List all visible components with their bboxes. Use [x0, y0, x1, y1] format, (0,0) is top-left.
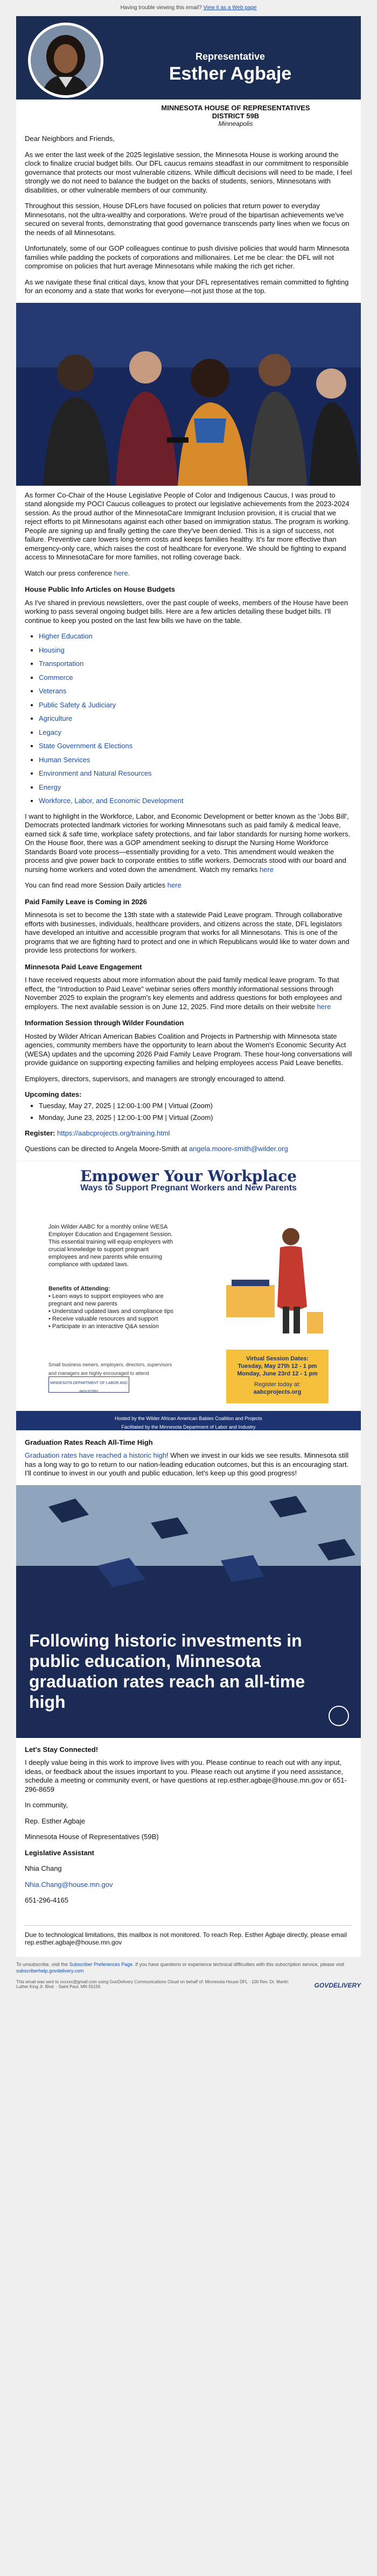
session-daily-prefix: You can find read more Session Daily articles	[25, 881, 167, 889]
budget-link-higher-education[interactable]: Higher Education	[39, 632, 93, 640]
preheader	[0, 0, 377, 16]
graduation-heading: Graduation Rates Reach All-Time High	[25, 1438, 153, 1446]
benefits-heading: Benefits of Attending:	[48, 1285, 110, 1292]
pfl-engagement-paragraph	[25, 976, 352, 1011]
hero-title	[110, 51, 350, 84]
budget-link-legacy[interactable]: Legacy	[39, 728, 61, 736]
benefit-item: • Understand updated laws and compliance tips	[48, 1308, 173, 1315]
newsletter-body	[16, 129, 361, 1925]
list-item	[39, 701, 352, 710]
sender-info: This email was sent to xxxxxx@gmail.com using GovDelivery Communications Cloud on behalf of: Minnesota House DFL · 100 Rev. Dr. Martin Luther King Jr. Blvd. · Saint Paul, MN 55155	[16, 1979, 289, 1989]
budget-link-workforce[interactable]: Workforce, Labor, and Economic Development	[39, 797, 184, 805]
sessions-heading: Virtual Session Dates:	[246, 1355, 309, 1362]
budget-link-agriculture[interactable]: Agriculture	[39, 714, 73, 722]
date-item: • Tuesday, May 27, 2025 | 12:00-1:00 PM | Virtual (Zoom)	[39, 1102, 352, 1111]
contact-email-link[interactable]: angela.moore-smith@wilder.org	[188, 1145, 288, 1153]
wilder-heading: Information Session through Wilder Foundation	[25, 1019, 184, 1027]
unsubscribe-prefix: To unsubscribe, visit the	[16, 1961, 69, 1967]
intro-paragraph: As we navigate these final critical days, know that your DFL representatives remain committed to fighting for an economy and a state that works for everyone—not just those at the top.	[25, 278, 349, 295]
budget-link-human-services[interactable]: Human Services	[39, 755, 90, 764]
la-phone: 651-296-4165	[25, 1896, 68, 1904]
list-item	[39, 632, 352, 641]
date-item: • Monday, June 23, 2025 | 12:00-1:00 PM | Virtual (Zoom)	[39, 1113, 352, 1123]
session-dates-box	[226, 1350, 329, 1403]
flyer-footer-bar: Hosted by the Wilder African American Babies Coalition and Projects Facilitated by the Minnesota Department of Labor and Industry	[16, 1411, 361, 1430]
graduation-paragraph	[25, 1451, 352, 1478]
benefit-item: • Learn ways to support employees who are pregnant and new parents	[48, 1293, 164, 1307]
session-daily-line	[25, 881, 352, 890]
intro-paragraph: As we enter the last week of the 2025 legislative session, the Minnesota House is working around the clock to finalize crucial budget bills. Our DFL caucus remains steadfast in our commitment to responsible governance that protects our most vulnerable citizens. While difficult decisions will need to be made, I feel strongly we do not need to balance the budget on the backs of students, seniors, Minnesotans with disabilities, or other vulnerable members of our community.	[25, 150, 352, 194]
remarks-link[interactable]: here	[259, 865, 274, 874]
list-item	[39, 659, 352, 669]
subscription-footer	[16, 1961, 361, 1974]
subscriber-help-link[interactable]: subscriberhelp.govdelivery.com	[16, 1968, 84, 1974]
session-daily-link[interactable]: here	[167, 881, 181, 889]
sender-footer	[16, 1979, 361, 1996]
paid-leave-website-link[interactable]: here	[317, 1002, 331, 1011]
pfl-heading: Paid Family Leave is Coming in 2026	[25, 897, 147, 906]
pfl-engagement-heading: Minnesota Paid Leave Engagement	[25, 962, 142, 971]
hero-name: Esther Agbaje	[169, 63, 292, 84]
register-label: Register:	[25, 1129, 55, 1137]
press-conference-link[interactable]: here.	[114, 569, 130, 577]
budget-heading: House Public Info Articles on House Budgets	[25, 585, 176, 593]
subscriber-preferences-link[interactable]: Subscriber Preferences Page	[69, 1961, 133, 1967]
org-label: MINNESOTA HOUSE OF REPRESENTATIVES	[161, 104, 310, 112]
budget-link-energy[interactable]: Energy	[39, 783, 61, 791]
pfl-paragraph: Minnesota is set to become the 13th state with a statewide Paid Leave program. Through collaborative efforts with businesses, individuals, healthcare providers, and citizens across the state, DFL legislators have developed an intuitive and accessible program that works for all Minnesotans. This is one of the programs that we are fighting hard to protect and one in which Republicans would like to water down and provide less protections for workers.	[25, 911, 350, 954]
contact-paragraph: I deeply value being in this work to improve lives with you. Please continue to reach out with any input, ideas, or feedback about the issues important to you. Please reach out anytime if you need assistance, schedule a meeting or community event, or have questions at rep.esther.agbaje@house.mn.gov or 651-296-8659	[25, 1758, 347, 1793]
list-item	[39, 783, 352, 792]
la-heading: Legislative Assistant	[25, 1848, 94, 1857]
budget-link-veterans[interactable]: Veterans	[39, 687, 67, 695]
wilder-paragraph: Hosted by Wilder African American Babies Coalition and Projects in Partnership with Minnesota state agencies, community members have the opportunity to learn about the Women's Economic Security Act (WESA) updates and the upcoming 2026 Paid Family Leave Program. These hour-long conversations will provide guidance on supporting expecting families and helping employees access Paid Leave benefits.	[25, 1032, 352, 1067]
graduation-overlay-text: Following historic investments in public education, Minnesota graduation rates reach an all-time high	[29, 1630, 305, 1712]
upcoming-dates-heading: Upcoming dates:	[25, 1090, 82, 1098]
questions-prefix: Questions can be directed to Angela Moore-Smith at	[25, 1145, 189, 1153]
upcoming-dates-list	[25, 1102, 352, 1123]
graduation-image	[16, 1485, 361, 1738]
budget-link-state-government[interactable]: State Government & Elections	[39, 742, 133, 750]
la-name: Nhia Chang	[25, 1864, 62, 1872]
register-cta: Register today at:	[254, 1381, 301, 1388]
govdelivery-logo: GOVDELIVERY	[314, 1981, 361, 1989]
la-email-link[interactable]: Nhia.Chang@house.mn.gov	[25, 1880, 113, 1889]
la-email-line	[25, 1880, 352, 1890]
list-item	[39, 673, 352, 683]
wesa-flyer	[16, 1161, 361, 1431]
header-banner	[16, 16, 361, 129]
list-item	[39, 646, 352, 655]
flyer-title: Empower Your Workplace	[80, 1167, 297, 1185]
list-item	[39, 714, 352, 723]
budget-link-commerce[interactable]: Commerce	[39, 673, 73, 682]
signature-name: Rep. Esther Agbaje	[25, 1816, 86, 1825]
dli-logo: MINNESOTA DEPARTMENT OF LABOR AND INDUSTRY	[48, 1376, 129, 1393]
list-item	[39, 769, 352, 778]
closing: In community,	[25, 1801, 68, 1809]
jobs-bill-paragraph	[25, 812, 352, 875]
pfl-engagement-text: I have received requests about more information about the paid family medical leave program. To that effect, the "Introduction to Paid Leave" webinar series offers monthly informational sessions through November 2025 to explain the program's key elements and address questions for both employees and employers. The next available session is on June 12, 2025. Find more details on their website	[25, 976, 342, 1011]
list-item	[39, 742, 352, 751]
jobs-bill-text: I want to highlight in the Workforce, Labor, and Economic Development or better known as the 'Jobs Bill', Democrats protected landmark victories for working Minnesotans such as paid family & medical leave, earned sick & safe time, workplace safety protections, and fair labor standards for nursing home workers. On the House floor, there was a GOP amendment seeking to disrupt the Nursing Home Workforce Standards Board vote process—essentially providing for a veto. This amendment would weaken the process and give power back to corporate entities to stifle workers. Democrats stood with our board and nursing home workers and voted down the amendment. Watch my remarks	[25, 812, 351, 874]
flyer-small-note: Small business owners, employers, directors, supervisors and managers are highly encouraged to attend	[48, 1361, 172, 1376]
mailbox-note-text: Due to technological limitations, this mailbox is not monitored. To reach Rep. Esther Agbaje directly, please email rep.esther.agbaje@house.mn.gov	[25, 1925, 352, 1946]
press-prefix: Watch our press conference	[25, 569, 114, 577]
list-item	[39, 756, 352, 765]
list-item	[39, 797, 352, 806]
benefit-item: • Receive valuable resources and support	[48, 1315, 158, 1322]
register-url: aabcprojects.org	[253, 1388, 302, 1395]
questions-line	[25, 1145, 352, 1154]
flyer-subtitle: Ways to Support Pregnant Workers and New Parents	[80, 1183, 297, 1193]
pregnant-worker-illustration	[226, 1215, 334, 1339]
hero-role: Representative	[195, 51, 266, 62]
list-item	[39, 687, 352, 696]
budget-article-list	[25, 632, 352, 806]
budget-intro: As I've shared in previous newsletters, over the past couple of weeks, members of the House have been working to pass several ongoing budget bills. Here are a few articles detailing these budget bills. I'll continue to keep you posted on the last few bills we have on the table.	[25, 598, 348, 625]
register-link[interactable]: https://aabcprojects.org/training.html	[57, 1129, 170, 1137]
unsubscribe-suffix: . If you have questions or experience technical difficulties with this subscription service, please visit	[132, 1961, 345, 1967]
newsletter-card	[16, 16, 361, 1925]
session-date: Monday, June 23rd 12 - 1 pm	[237, 1370, 318, 1377]
budget-link-environment[interactable]: Environment and Natural Resources	[39, 769, 152, 777]
city-label: Minneapolis	[218, 120, 253, 127]
district-label: DISTRICT 59B	[212, 112, 260, 120]
register-line	[25, 1129, 352, 1138]
press-conference-line	[25, 569, 352, 578]
graduation-text: ! When we invest in our kids we see results. Minnesota still has a long way to go to return to our nation-leading education outcomes, but this is an encouraging start. I'll continue to invest in our youth and public education, let's keep up this good progress!	[25, 1451, 349, 1477]
web-version-link[interactable]: View it as a Web page	[203, 5, 257, 11]
benefit-item: • Participate in an interactive Q&A session	[48, 1323, 159, 1330]
contact-heading: Let's Stay Connected!	[25, 1745, 99, 1754]
flyer-benefits	[48, 1285, 188, 1330]
session-date: Tuesday, May 27th 12 - 1 pm	[238, 1362, 317, 1369]
flyer-body: Join Wilder AABC for a monthly online WESA Employer Education and Engagement Session. This essential training will equip employers with crucial knowledge to support pregnant employees and new parents while ensuring compliance with updated laws.	[48, 1223, 173, 1268]
budget-link-housing[interactable]: Housing	[39, 645, 65, 654]
preheader-text: Having trouble viewing this email?	[120, 5, 202, 11]
mailbox-note	[16, 1925, 361, 1957]
house-seal-icon	[329, 1706, 349, 1726]
greeting: Dear Neighbors and Friends,	[25, 134, 115, 143]
representative-photo	[28, 23, 103, 98]
budget-link-transportation[interactable]: Transportation	[39, 659, 84, 668]
budget-link-public-safety[interactable]: Public Safety & Judiciary	[39, 700, 116, 709]
press-conference-photo	[16, 303, 361, 486]
graduation-link[interactable]: Graduation rates have reached a historic high	[25, 1451, 167, 1459]
list-item	[39, 728, 352, 737]
intro-paragraph: Throughout this session, House DFLers have focused on policies that return power to everyday Minnesotans, not the ultra-wealthy and corporations. We're proud of the bipartisan achievements we've secured on several fronts, demonstrating that good governance transcends party lines when we focus on the needs of all Minnesotans.	[25, 202, 350, 237]
signature-office: Minnesota House of Representatives (59B)	[25, 1833, 159, 1841]
intro-paragraph: Unfortunately, some of our GOP colleagues continue to push divisive policies that would harm Minnesota families while padding the pockets of corporations and millionaires. Let me be clear: the DFL will not compromise on policies that hurt average Minnesotans while making the rich get richer.	[25, 244, 350, 270]
poci-paragraph: As former Co-Chair of the House Legislative People of Color and Indigenous Caucus, I was proud to stand alongside my POCI Caucus colleagues to protect our legislative achievements from the 2023-2024 session. As the proud author of the MinnesotaCare Immigrant Inclusion provision, it is crucial that we reject efforts to pit Minnesotans against each other based on immigration status. The program is working. People are signing up and finally getting the care they've been denied. This is a sign of success, not failure. Preventive care lowers long-term costs and keeps families healthy. It's far more effective than emergency-only care, which raises the cost of healthcare for everyone. We should be fighting to expand access to MinnesotaCare for more families, not rolling coverage back.	[25, 491, 350, 561]
district-band	[16, 100, 361, 129]
wilder-encourage: Employers, directors, supervisors, and managers are strongly encouraged to attend.	[25, 1074, 286, 1083]
